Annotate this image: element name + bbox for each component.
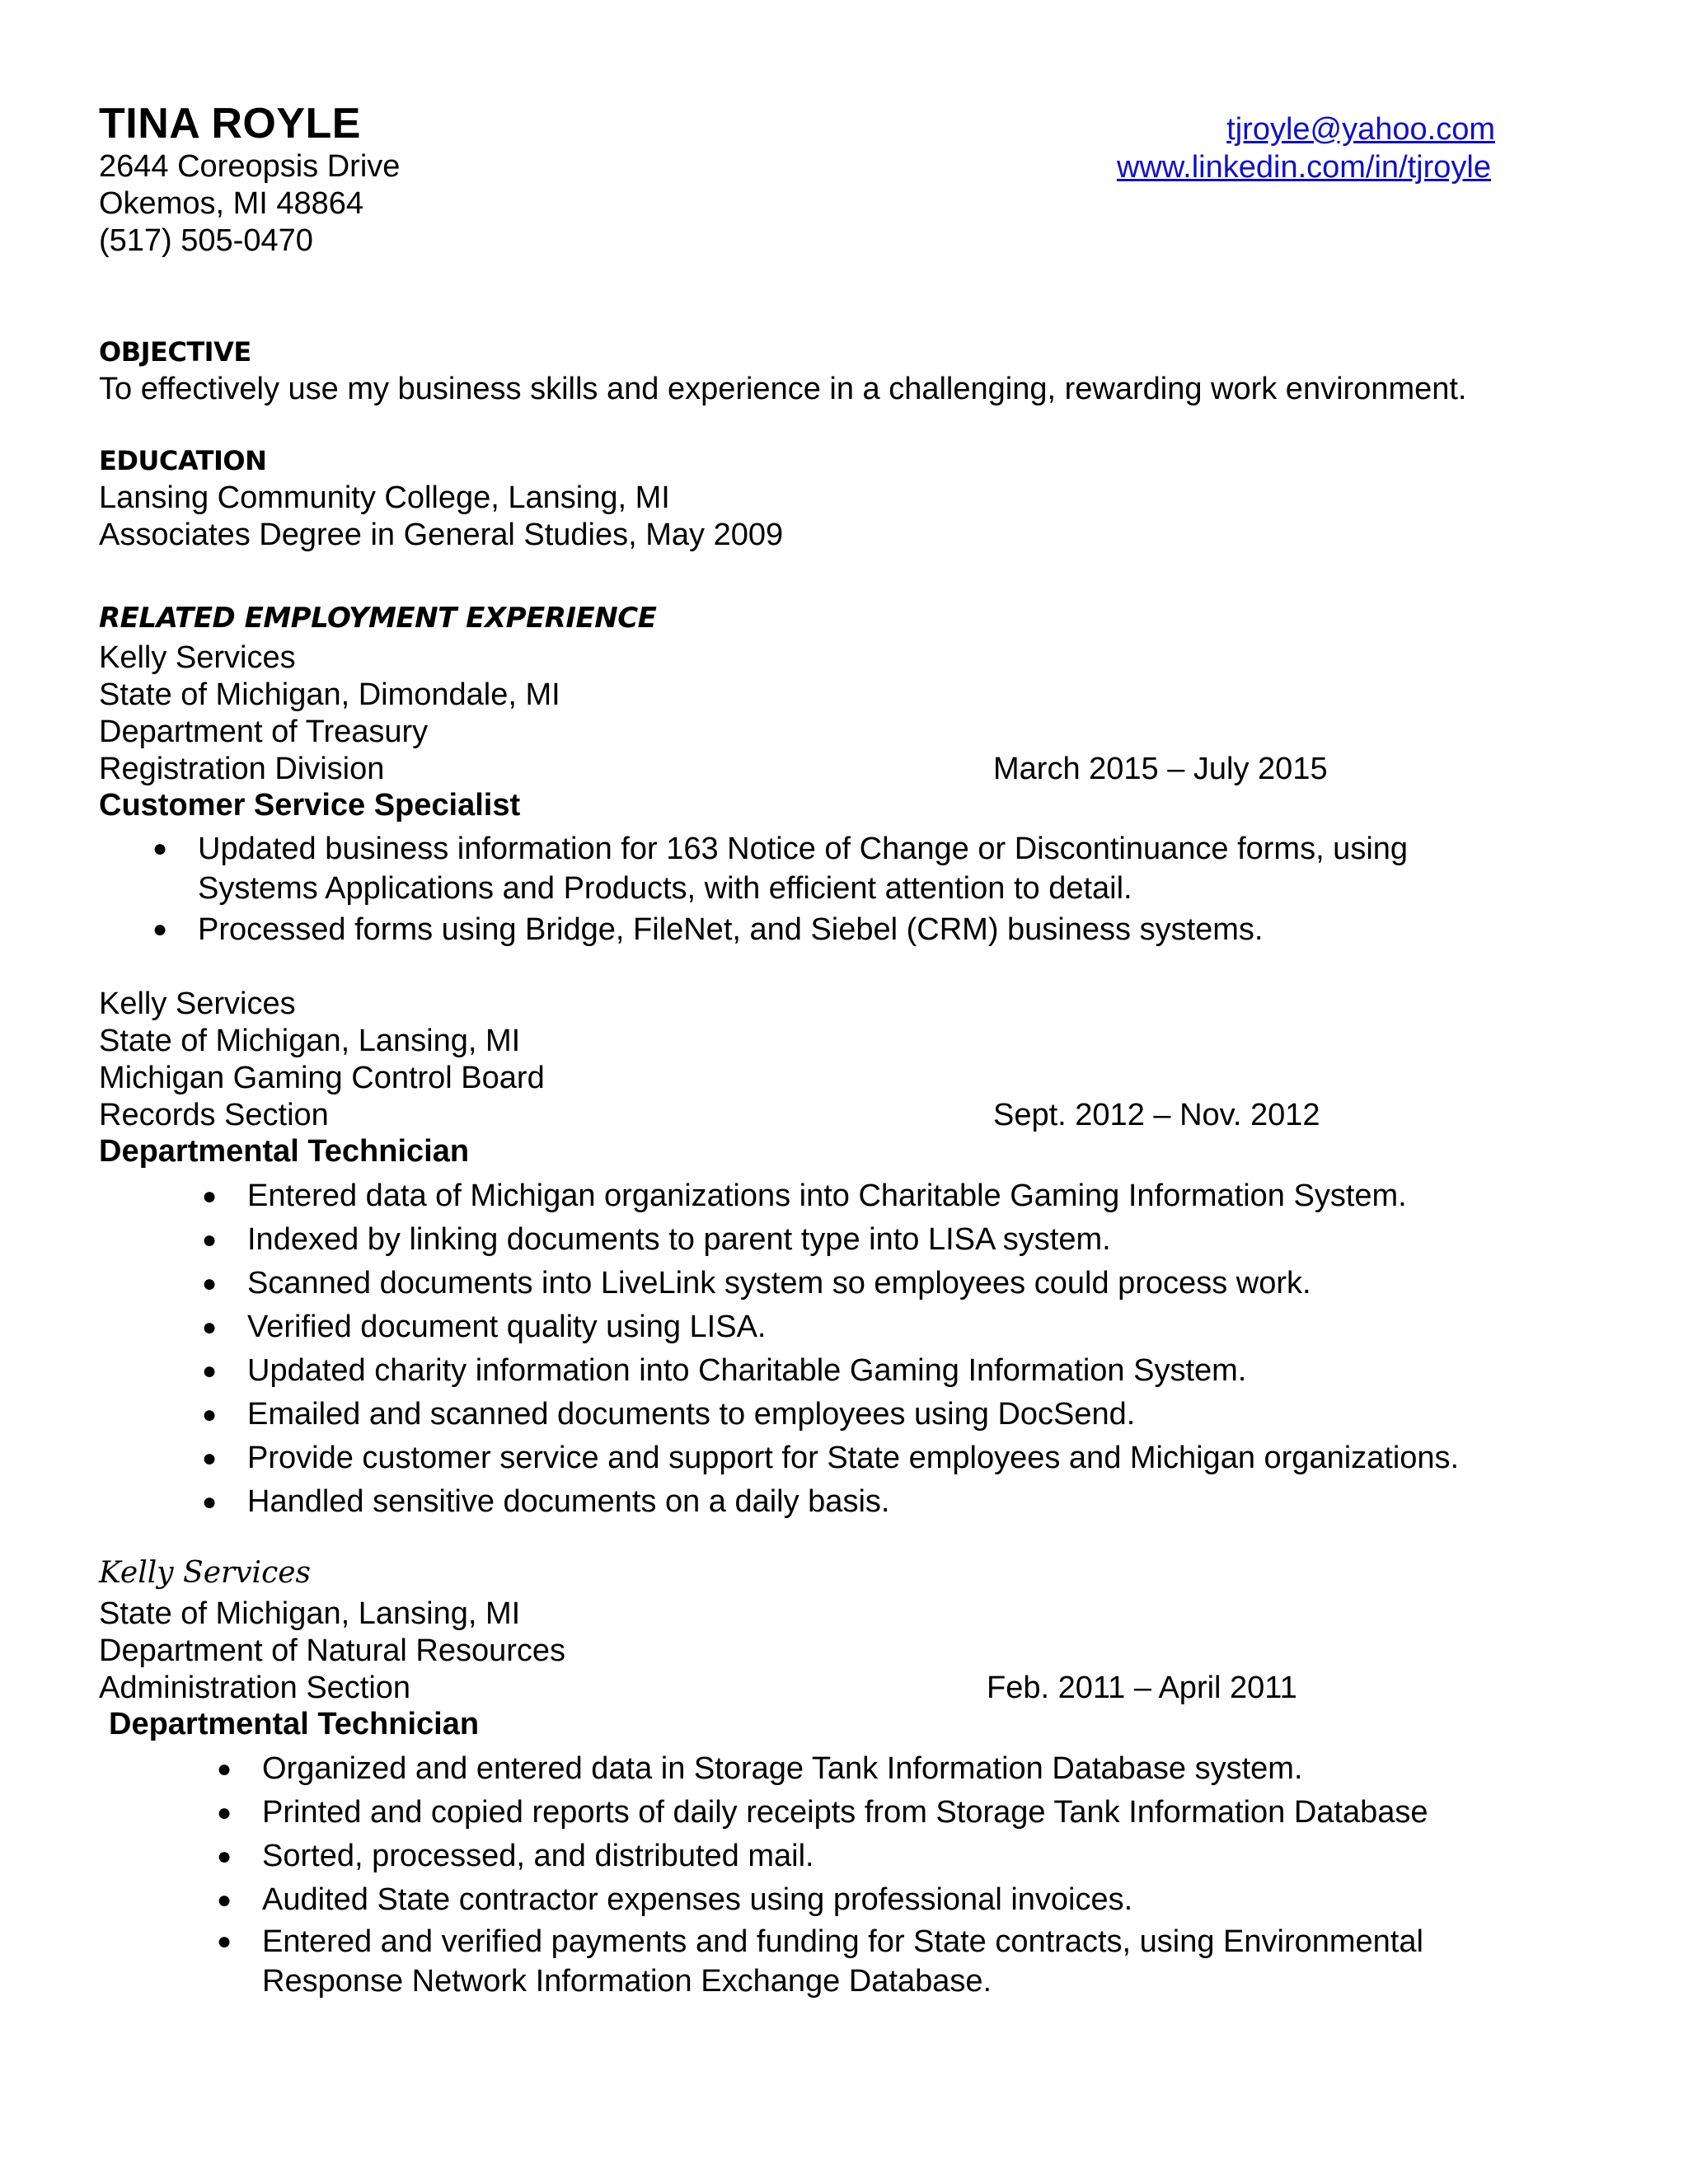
list-item-text: Entered and verified payments and funding for State contracts, using Environmental [262,1924,1423,1959]
education-school: Lansing Community College, Lansing, MI [99,480,670,515]
list-item [152,910,1517,949]
bullet-icon: ● [202,1357,218,1385]
bullet-icon: ● [152,916,168,943]
job-company: Kelly Services [99,1556,312,1590]
list-item-text: Audited State contractor expenses using professional invoices. [262,1882,1133,1917]
objective-text: To effectively use my business skills and experience in a challenging, rewarding work environment. [99,372,1467,406]
bullet-icon: ● [217,1886,232,1914]
list-item-text: Processed forms using Bridge, FileNet, and Siebel (CRM) business systems. [198,912,1264,947]
bullet-icon: ● [152,835,168,862]
list-item [202,1262,1566,1305]
list-item-text: Response Network Information Exchange Database. [262,1964,992,1999]
bullet-icon: ● [202,1270,218,1297]
job-section: Registration Division [99,752,385,786]
experience-heading: RELATED EMPLOYMENT EXPERIENCE [99,602,657,635]
linkedin-link[interactable]: www.linkedin.com/in/tjroyle [1116,150,1491,185]
job-department: Department of Treasury [99,715,429,749]
job-title: Customer Service Specialist [99,788,521,823]
job-title: Departmental Technician [99,1134,470,1169]
job-employer: State of Michigan, Lansing, MI [99,1024,521,1058]
bullet-icon: ● [202,1488,218,1516]
job-company: Kelly Services [99,640,296,675]
list-item [217,1791,1581,1835]
job-department: Department of Natural Resources [99,1633,566,1668]
list-item [202,1436,1566,1480]
education-heading: EDUCATION [99,445,267,476]
list-item-text: Emailed and scanned documents to employees using DocSend. [247,1397,1136,1432]
list-item [202,1174,1566,1218]
list-item-text: Handled sensitive documents on a daily basis. [247,1484,890,1519]
bullet-icon: ● [202,1314,218,1341]
list-item [217,1878,1581,1922]
job-company: Kelly Services [99,987,296,1021]
list-item [202,1393,1566,1436]
list-item-text: Sorted, processed, and distributed mail. [262,1839,814,1873]
address-line-1: 2644 Coreopsis Drive [99,149,401,184]
list-item [202,1349,1566,1393]
job-section: Administration Section [99,1671,411,1705]
bullet-icon: ● [217,1799,232,1826]
candidate-name: TINA ROYLE [99,100,361,148]
bullet-icon: ● [217,1843,232,1870]
list-item [217,1747,1581,1791]
bullet-list [202,1174,1566,1524]
list-item-text: Scanned documents into LiveLink system so employees could process work. [247,1266,1311,1301]
list-item [202,1480,1566,1524]
job-employer: State of Michigan, Dimondale, MI [99,677,560,712]
objective-heading: OBJECTIVE [99,336,251,368]
list-item-text: Organized and entered data in Storage Tank Information Database system. [262,1751,1303,1786]
job-dates: Sept. 2012 – Nov. 2012 [993,1098,1320,1132]
list-item-text: Provide customer service and support for State employees and Michigan organizations. [247,1441,1460,1475]
address-line-2: Okemos, MI 48864 [99,186,364,221]
list-item [152,829,1517,869]
list-item-text: Printed and copied reports of daily receipts from Storage Tank Information Database [262,1795,1428,1830]
bullet-icon: ● [202,1445,218,1472]
bullet-icon: ● [202,1226,218,1254]
bullet-list [217,1747,1581,2001]
job-dates: Feb. 2011 – April 2011 [987,1671,1297,1705]
list-item-continuation [198,869,1517,908]
list-item-text: Updated charity information into Charitable Gaming Information System. [247,1353,1247,1388]
list-item [202,1218,1566,1262]
list-item-text: Verified document quality using LISA. [247,1310,767,1344]
job-employer: State of Michigan, Lansing, MI [99,1596,521,1631]
bullet-icon: ● [217,1755,232,1783]
job-section: Records Section [99,1098,329,1132]
job-dates: March 2015 – July 2015 [993,752,1328,786]
job-department: Michigan Gaming Control Board [99,1061,545,1095]
list-item [217,1835,1581,1878]
list-item-text: Entered data of Michigan organizations into Charitable Gaming Information System. [247,1179,1407,1213]
education-degree: Associates Degree in General Studies, May 2009 [99,518,784,552]
list-item-text: Systems Applications and Products, with efficient attention to detail. [198,871,1132,906]
phone-number: (517) 505-0470 [99,223,313,258]
bullet-icon: ● [202,1183,218,1210]
email-link[interactable]: tjroyle@yahoo.com [1226,112,1495,147]
bullet-icon: ● [217,1928,232,1955]
list-item [202,1305,1566,1349]
bullet-icon: ● [202,1401,218,1428]
list-item-text: Updated business information for 163 Notice of Change or Discontinuance forms, using [198,832,1409,866]
list-item-continuation [262,1961,1581,2001]
list-item-text: Indexed by linking documents to parent type into LISA system. [247,1222,1111,1257]
list-item [217,1922,1581,1961]
job-title: Departmental Technician [109,1707,480,1741]
